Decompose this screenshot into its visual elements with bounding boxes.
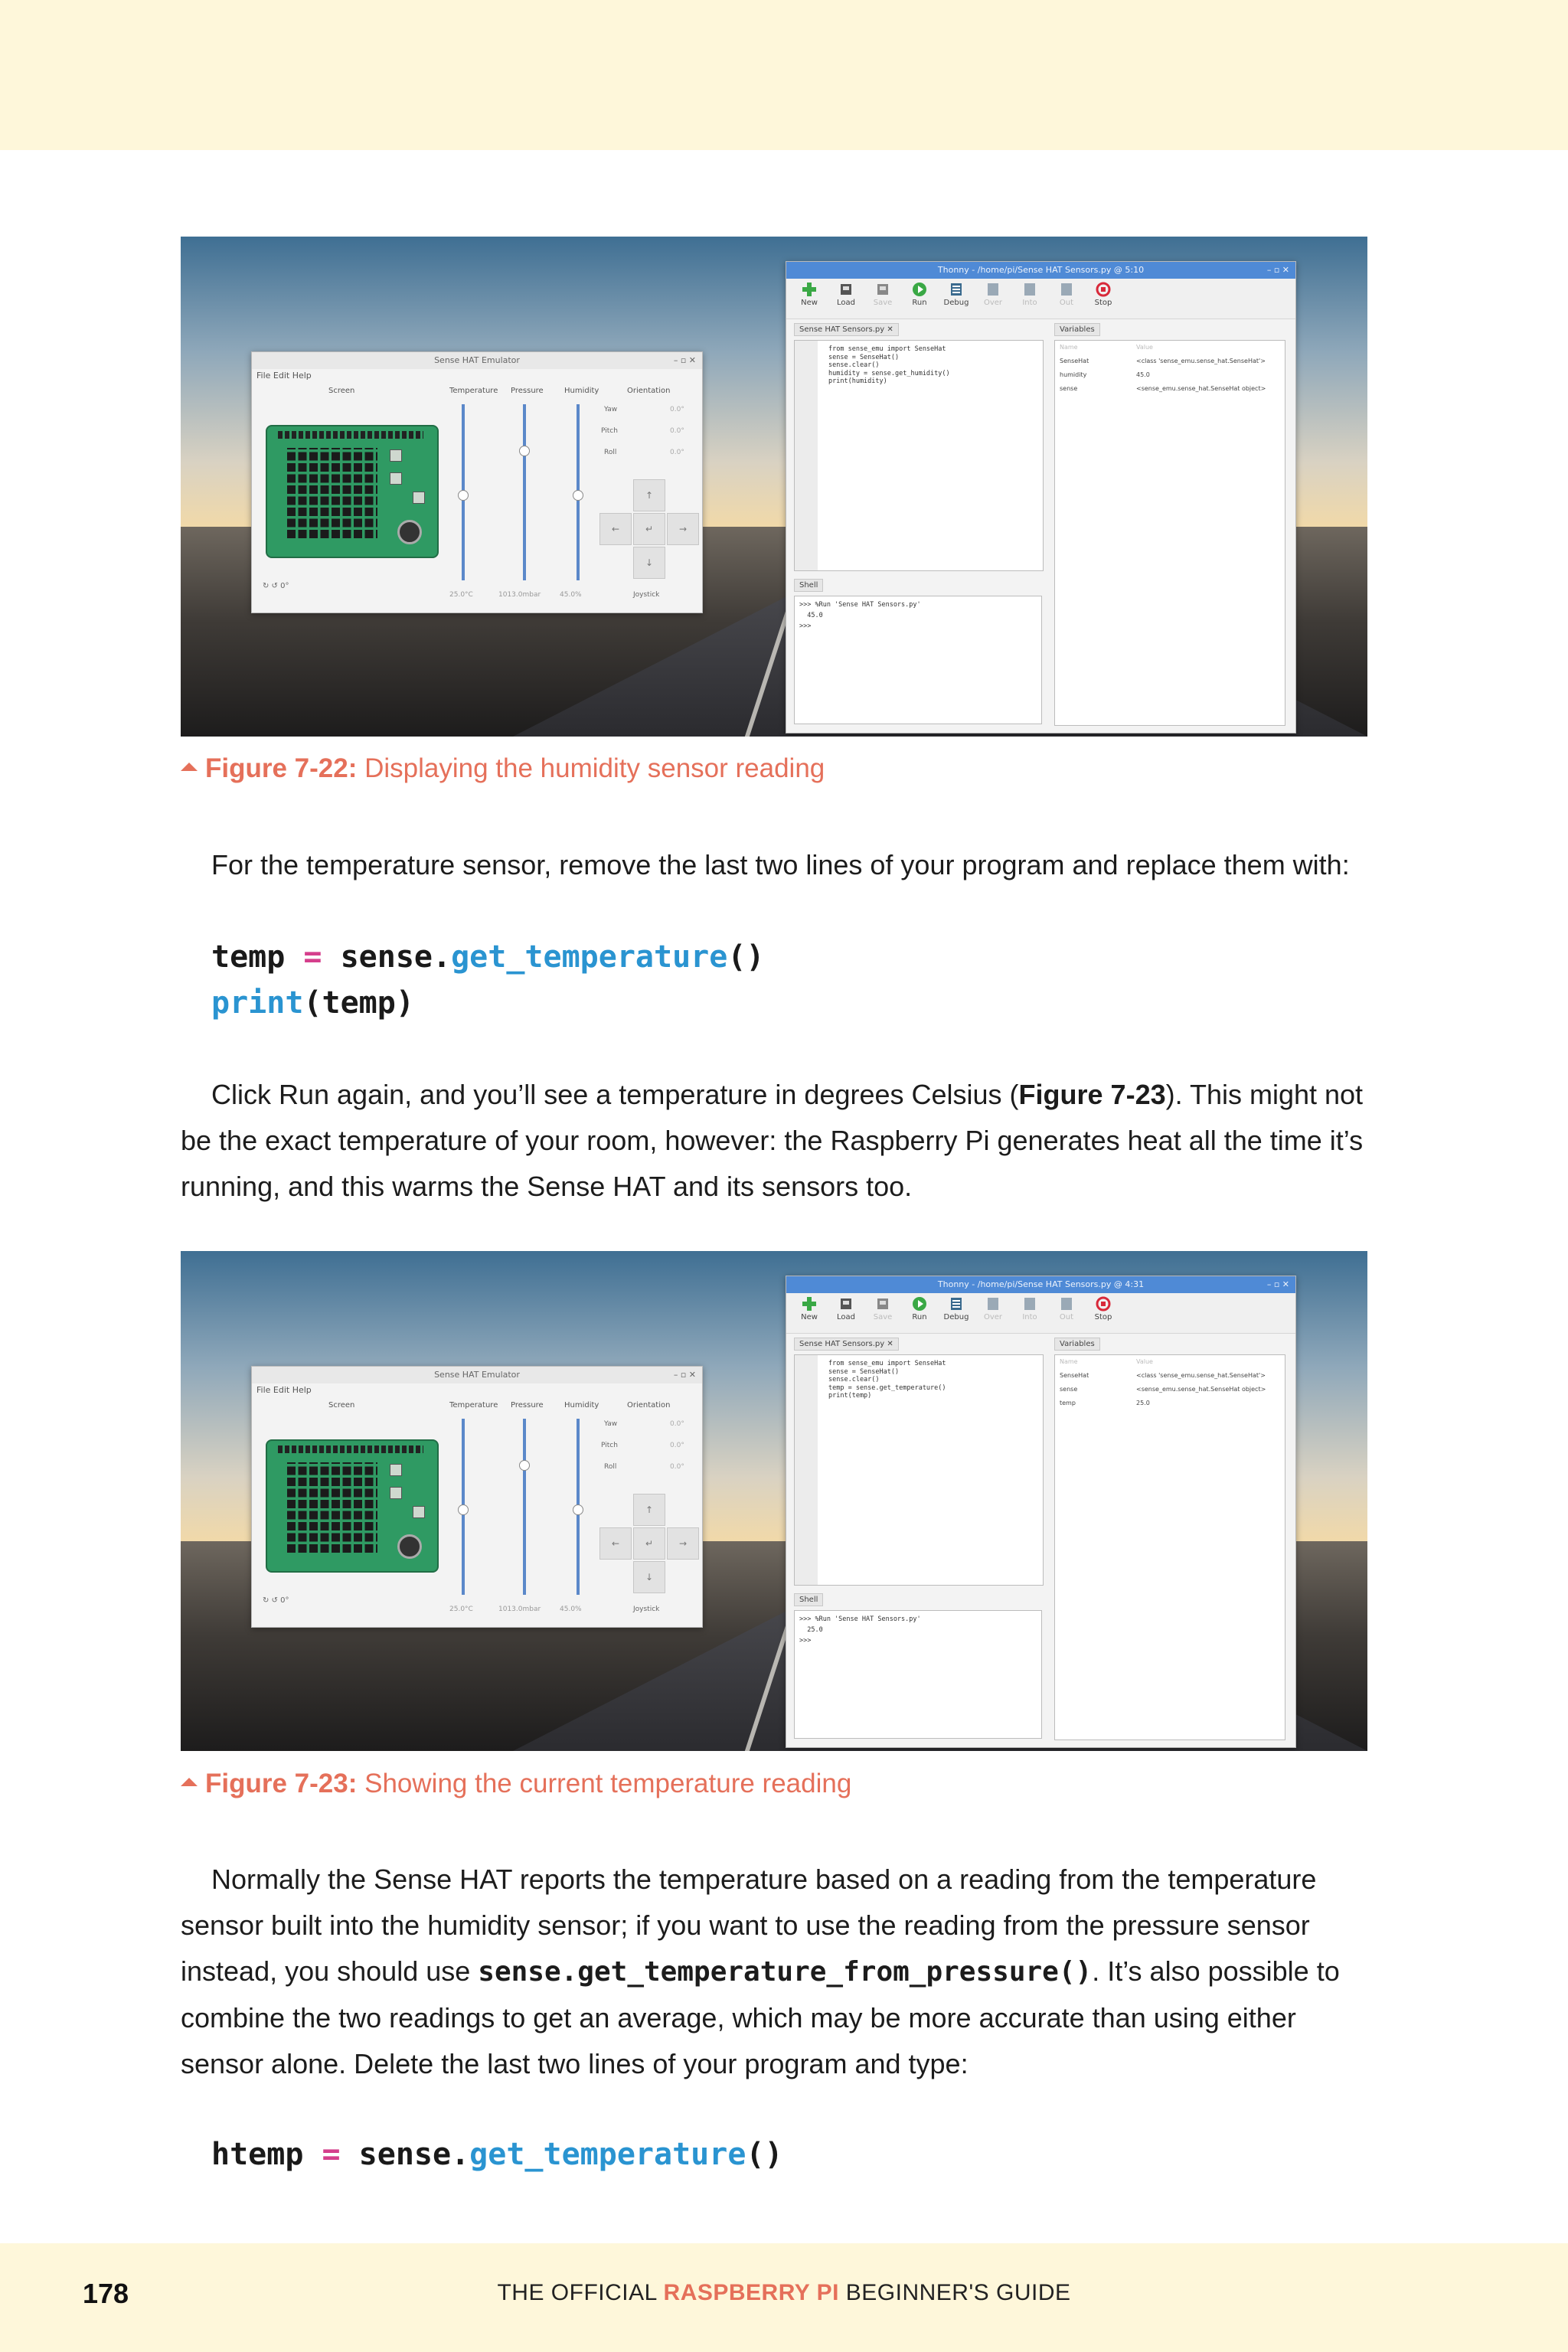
debug-icon: [949, 1296, 964, 1312]
code-block-1: temp = sense.get_temperature() print(temp): [211, 939, 765, 1021]
joystick-label: Joystick: [633, 591, 660, 599]
step-into-button[interactable]: Into: [1013, 282, 1047, 307]
emulator-titlebar: [252, 352, 702, 369]
humidity-knob[interactable]: [573, 490, 583, 501]
pitch-label: Pitch: [601, 427, 618, 435]
caption-triangle-icon: [181, 763, 198, 771]
sensor-chip: [390, 449, 402, 462]
step-over-icon: [985, 282, 1001, 297]
variables-panel: [1054, 1354, 1285, 1740]
paragraph-3: Normally the Sense HAT reports the temperature based on a reading from the temperature sensor built into the humidity sensor; if you want to use the reading from the pressure sensor instead, you should use sense.get_temperature_from_pressure(). It’s also possible to combine the two readings to get an average, which may be more accurate than using either sensor alone. Delete the last two lines of your program and type:: [181, 1864, 1340, 2079]
variable-row[interactable]: sense <sense_emu.sense_hat.SenseHat object>: [1060, 385, 1266, 392]
sense-hat-emulator-window: [251, 351, 703, 613]
shell-tab[interactable]: Shell: [794, 579, 823, 592]
debug-icon: [949, 282, 964, 297]
variables-panel: [1054, 340, 1285, 726]
joystick-up-button[interactable]: ↑: [633, 1494, 665, 1526]
top-band: [0, 0, 1568, 150]
emulator-title: Sense HAT Emulator: [434, 1370, 520, 1380]
joystick-right-button[interactable]: →: [667, 513, 699, 545]
pressure-slider[interactable]: [523, 1419, 526, 1595]
variables-header: Name Value: [1060, 344, 1153, 351]
variable-row[interactable]: humidity 45.0: [1060, 371, 1150, 378]
humidity-label: Humidity: [564, 387, 599, 395]
stop-icon: [1096, 282, 1111, 297]
figure-7-23-caption: Figure 7-23: Showing the current temperature reading: [181, 1769, 851, 1799]
emulator-titlebar: [252, 1367, 702, 1383]
pressure-knob[interactable]: [519, 446, 530, 456]
thonny-toolbar: [786, 1293, 1295, 1334]
yaw-label: Yaw: [604, 406, 618, 413]
temperature-label: Temperature: [449, 1401, 498, 1410]
sensor-chip: [390, 1487, 402, 1499]
rotation-controls[interactable]: ↻ ↺ 0°: [263, 582, 289, 590]
sense-hat-board: [266, 1439, 439, 1573]
variables-tab[interactable]: Variables: [1054, 1338, 1100, 1351]
step-over-button[interactable]: Over: [976, 1296, 1010, 1321]
step-out-icon: [1059, 282, 1074, 297]
thonny-titlebar: [786, 1276, 1295, 1293]
save-icon: [875, 282, 890, 297]
variable-row[interactable]: SenseHat <class 'sense_emu.sense_hat.SenseHat'>: [1060, 1372, 1266, 1379]
thonny-window: [786, 261, 1296, 733]
humidity-readout: 45.0%: [560, 1606, 582, 1613]
orientation-label: Orientation: [627, 387, 671, 395]
load-button[interactable]: Load: [829, 282, 863, 307]
shell-tab[interactable]: Shell: [794, 1593, 823, 1606]
pitch-label: Pitch: [601, 1442, 618, 1449]
sensor-chip: [413, 1506, 425, 1518]
yaw-value: 0.0°: [670, 406, 684, 413]
run-icon: [912, 1296, 927, 1312]
humidity-knob[interactable]: [573, 1504, 583, 1515]
roll-value: 0.0°: [670, 1463, 684, 1471]
variables-tab[interactable]: Variables: [1054, 323, 1100, 336]
debug-button[interactable]: Debug: [939, 282, 973, 307]
editor-code: from sense_emu import SenseHat sense = SenseHat() sense.clear() temp = sense.get_temperature() print(temp): [828, 1360, 946, 1400]
yaw-value: 0.0°: [670, 1420, 684, 1428]
save-icon: [875, 1296, 890, 1312]
thonny-title: Thonny - /home/pi/Sense HAT Sensors.py @ 4:31: [937, 1279, 1145, 1289]
rotation-controls[interactable]: ↻ ↺ 0°: [263, 1596, 289, 1605]
window-controls[interactable]: – ▫ ✕: [1266, 1279, 1289, 1289]
pressure-readout: 1013.0mbar: [498, 1606, 541, 1613]
step-into-button[interactable]: Into: [1013, 1296, 1047, 1321]
variables-header: Name Value: [1060, 1358, 1153, 1365]
gpio-pins: [278, 1446, 423, 1453]
led-matrix-grid: [287, 448, 377, 538]
run-icon: [912, 282, 927, 297]
emulator-title: Sense HAT Emulator: [434, 355, 520, 365]
step-out-icon: [1059, 1296, 1074, 1312]
variable-row[interactable]: sense <sense_emu.sense_hat.SenseHat object>: [1060, 1386, 1266, 1393]
stop-button[interactable]: Stop: [1086, 1296, 1120, 1321]
save-button[interactable]: Save: [866, 1296, 900, 1321]
figure-7-23-screenshot: [181, 1251, 1367, 1751]
sensor-chip: [390, 1464, 402, 1476]
figure-reference: Figure 7-23: [1018, 1079, 1166, 1110]
pitch-value: 0.0°: [670, 427, 684, 435]
variable-row[interactable]: SenseHat <class 'sense_emu.sense_hat.SenseHat'>: [1060, 358, 1266, 364]
joystick-down-button[interactable]: ↓: [633, 1561, 665, 1593]
new-button[interactable]: New: [792, 1296, 826, 1321]
yaw-label: Yaw: [604, 1420, 618, 1428]
load-button[interactable]: Load: [829, 1296, 863, 1321]
paragraph-2: Click Run again, and you’ll see a temperature in degrees Celsius (Figure 7-23). This might not be the exact temperature of your room, however: the Raspberry Pi generates heat all the time it’s running, and this warms the Sense HAT and its sensors too.: [181, 1079, 1364, 1202]
sense-hat-emulator-window: [251, 1366, 703, 1628]
code-block-2: htemp = sense.get_temperature(): [211, 2137, 783, 2172]
joystick-enter-button[interactable]: ↵: [633, 1527, 665, 1560]
variable-row[interactable]: temp 25.0: [1060, 1400, 1150, 1406]
pressure-knob[interactable]: [519, 1460, 530, 1471]
temperature-label: Temperature: [449, 387, 498, 395]
code-editor[interactable]: [794, 340, 1044, 571]
step-into-icon: [1022, 1296, 1037, 1312]
run-button[interactable]: Run: [903, 282, 936, 307]
screen-label: Screen: [328, 387, 355, 395]
orientation-label: Orientation: [627, 1401, 671, 1410]
temperature-knob[interactable]: [458, 1504, 469, 1515]
humidity-label: Humidity: [564, 1401, 599, 1410]
page-number: 178: [83, 2278, 129, 2309]
shell-output[interactable]: >>> %Run 'Sense HAT Sensors.py' 25.0 >>>: [794, 1610, 1042, 1739]
new-icon: [802, 282, 817, 297]
stop-button[interactable]: Stop: [1086, 282, 1120, 307]
joystick-up-button[interactable]: ↑: [633, 479, 665, 511]
figure-7-22-screenshot: [181, 237, 1367, 737]
window-controls[interactable]: – ▫ ✕: [1266, 265, 1289, 275]
roll-value: 0.0°: [670, 449, 684, 456]
pitch-value: 0.0°: [670, 1442, 684, 1449]
sensor-chip: [413, 492, 425, 504]
rotation-value: 0°: [280, 1596, 289, 1605]
joystick-left-button[interactable]: ←: [599, 513, 632, 545]
rotation-value: 0°: [280, 582, 289, 590]
window-controls[interactable]: – ▫ ✕: [673, 355, 696, 365]
gpio-pins: [278, 431, 423, 439]
save-button[interactable]: Save: [866, 282, 900, 307]
run-button[interactable]: Run: [903, 1296, 936, 1321]
thonny-toolbar: [786, 279, 1295, 319]
caption-triangle-icon: [181, 1778, 198, 1786]
step-into-icon: [1022, 282, 1037, 297]
figure-7-22-caption: Figure 7-22: Displaying the humidity sensor reading: [181, 753, 825, 784]
joystick-right-button[interactable]: →: [667, 1527, 699, 1560]
joystick-label: Joystick: [633, 1606, 660, 1613]
thonny-window: [786, 1276, 1296, 1748]
roll-label: Roll: [604, 1463, 617, 1471]
pressure-readout: 1013.0mbar: [498, 591, 541, 599]
line-gutter: [795, 1355, 818, 1585]
joystick-down-button[interactable]: ↓: [633, 547, 665, 579]
sensor-chip: [390, 472, 402, 485]
step-over-button[interactable]: Over: [976, 282, 1010, 307]
editor-tab[interactable]: Sense HAT Sensors.py ✕: [794, 1338, 899, 1351]
pressure-label: Pressure: [511, 387, 544, 395]
joystick-left-button[interactable]: ←: [599, 1527, 632, 1560]
thonny-title: Thonny - /home/pi/Sense HAT Sensors.py @ 5:10: [937, 265, 1145, 275]
temperature-knob[interactable]: [458, 490, 469, 501]
emulator-menu[interactable]: File Edit Help: [256, 1385, 312, 1395]
pressure-label: Pressure: [511, 1401, 544, 1410]
joystick-component: [397, 520, 422, 544]
inline-code: sense.get_temperature_from_pressure(): [478, 1956, 1093, 1988]
load-icon: [838, 282, 854, 297]
line-gutter: [795, 341, 818, 570]
humidity-readout: 45.0%: [560, 591, 582, 599]
new-icon: [802, 1296, 817, 1312]
running-footer-title: THE OFFICIAL RASPBERRY PI BEGINNER'S GUIDE: [497, 2280, 1071, 2305]
step-over-icon: [985, 1296, 1001, 1312]
roll-label: Roll: [604, 449, 617, 456]
pressure-slider[interactable]: [523, 404, 526, 580]
code-editor[interactable]: [794, 1354, 1044, 1586]
temperature-readout: 25.0°C: [449, 1606, 473, 1613]
new-button[interactable]: New: [792, 282, 826, 307]
load-icon: [838, 1296, 854, 1312]
joystick-component: [397, 1534, 422, 1559]
screen-label: Screen: [328, 1401, 355, 1410]
stop-icon: [1096, 1296, 1111, 1312]
step-out-button[interactable]: Out: [1050, 1296, 1083, 1321]
led-matrix-grid: [287, 1462, 377, 1553]
paragraph-1: For the temperature sensor, remove the last two lines of your program and replace them with:: [211, 849, 1350, 880]
step-out-button[interactable]: Out: [1050, 282, 1083, 307]
thonny-titlebar: [786, 262, 1295, 279]
editor-code: from sense_emu import SenseHat sense = SenseHat() sense.clear() humidity = sense.get_humidity() print(humidity): [828, 345, 950, 385]
editor-tab[interactable]: Sense HAT Sensors.py ✕: [794, 323, 899, 336]
debug-button[interactable]: Debug: [939, 1296, 973, 1321]
joystick-enter-button[interactable]: ↵: [633, 513, 665, 545]
shell-output[interactable]: >>> %Run 'Sense HAT Sensors.py' 45.0 >>>: [794, 596, 1042, 724]
temperature-readout: 25.0°C: [449, 591, 473, 599]
emulator-menu[interactable]: File Edit Help: [256, 371, 312, 381]
window-controls[interactable]: – ▫ ✕: [673, 1370, 696, 1380]
sense-hat-board: [266, 425, 439, 558]
